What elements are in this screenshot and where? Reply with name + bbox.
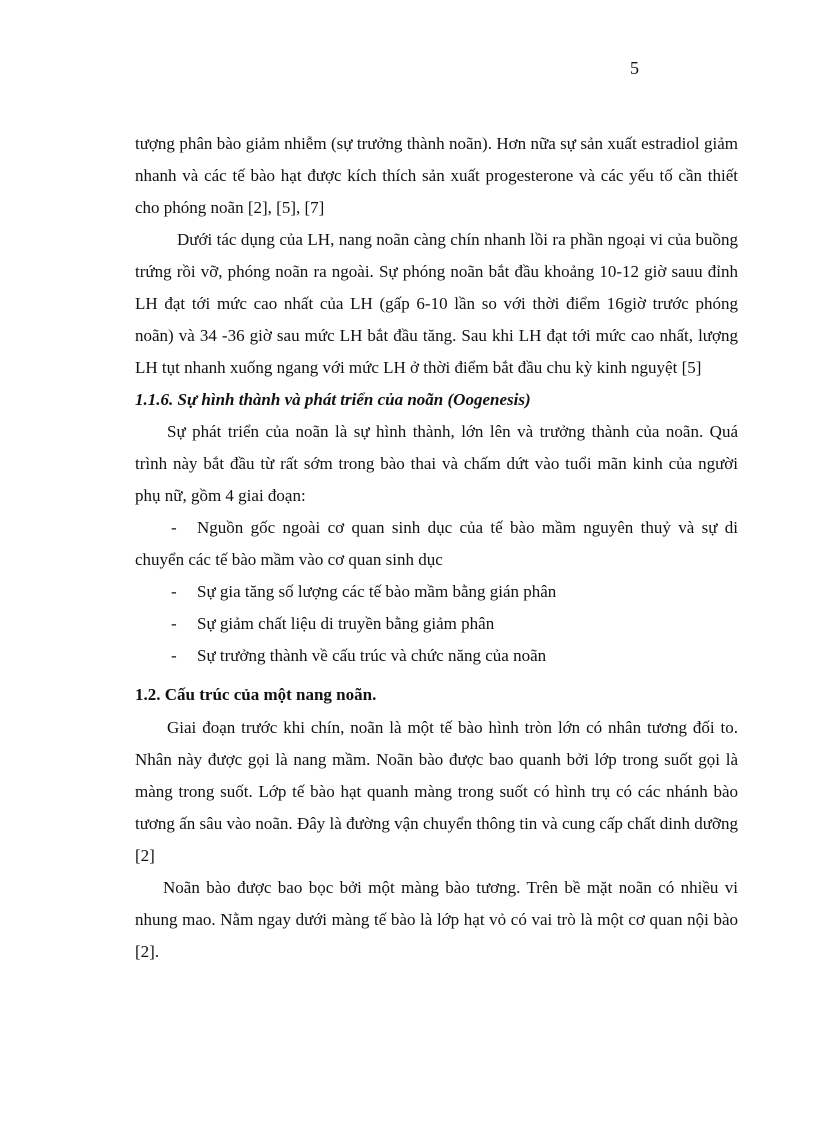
paragraph-lh-ovulation: Dưới tác dụng của LH, nang noãn càng chín nhanh lồi ra phần ngoại vi của buồng trứng rồi vỡ, phóng noãn ra ngoài. Sự phóng noãn bắt đầu khoảng 10-12 giờ sauu đỉnh LH đạt tới mức cao nhất của LH (gấp 6-10 lần so với thời điểm 16giờ trước phóng noãn) và 34 -36 giờ sau mức LH bắt đầu tăng. Sau khi LH đạt tới mức cao nhất, lượng LH tụt nhanh xuống ngang với mức LH ở thời điểm bắt đầu chu kỳ kinh nguyệt [5] (135, 230, 738, 377)
list-item: - Sự trưởng thành về cấu trúc và chức năng của noãn (171, 646, 547, 665)
oogenesis-stages-list (135, 512, 738, 672)
section-heading-1-2: 1.2. Cấu trúc của một nang noãn. (135, 685, 377, 704)
list-item: - Sự giảm chất liệu di truyền bằng giảm phân (171, 614, 495, 633)
list-item: - Nguồn gốc ngoài cơ quan sinh dục của tế bào mầm nguyên thuỷ và sự di chuyển các tế bào mầm vào cơ quan sinh dục (135, 518, 738, 569)
page-number: 5 (630, 58, 639, 78)
paragraph-oogenesis-intro: Sự phát triển của noãn là sự hình thành, lớn lên và trưởng thành của noãn. Quá trình này bắt đầu từ rất sớm trong bào thai và chấm dứt vào tuổi mãn kinh của người phụ nữ, gồm 4 giai đoạn: (135, 422, 738, 505)
paragraph-oocyte-membrane: Noãn bào được bao bọc bởi một màng bào tương. Trên bề mặt noãn có nhiều vi nhung mao. Nằm ngay dưới màng tế bào là lớp hạt vỏ có vai trò là một cơ quan nội bào [2]. (135, 878, 738, 961)
list-item: - Sự gia tăng số lượng các tế bào mầm bằng gián phân (171, 582, 557, 601)
paragraph-continuation: tượng phân bào giảm nhiễm (sự trưởng thành noãn). Hơn nữa sự sản xuất estradiol giảm nhanh và các tế bào hạt được kích thích sản xuất progesterone và các yếu tố cần thiết cho phóng noãn [2], [5], [7] (135, 134, 738, 217)
section-heading-1-1-6: 1.1.6. Sự hình thành và phát triển của noãn (Oogenesis) (135, 390, 531, 409)
paragraph-follicle-structure: Giai đoạn trước khi chín, noãn là một tế bào hình tròn lớn có nhân tương đối to. Nhân này được gọi là nang mầm. Noãn bào được bao quanh bởi lớp trong suốt gọi là màng trong suốt. Lớp tế bào hạt quanh màng trong suốt có hình trụ có các nhánh bào tương ấn sâu vào noãn. Đây là đường vận chuyển thông tin và cung cấp chất dinh dưỡng [2] (135, 718, 738, 865)
document-body (135, 128, 738, 968)
